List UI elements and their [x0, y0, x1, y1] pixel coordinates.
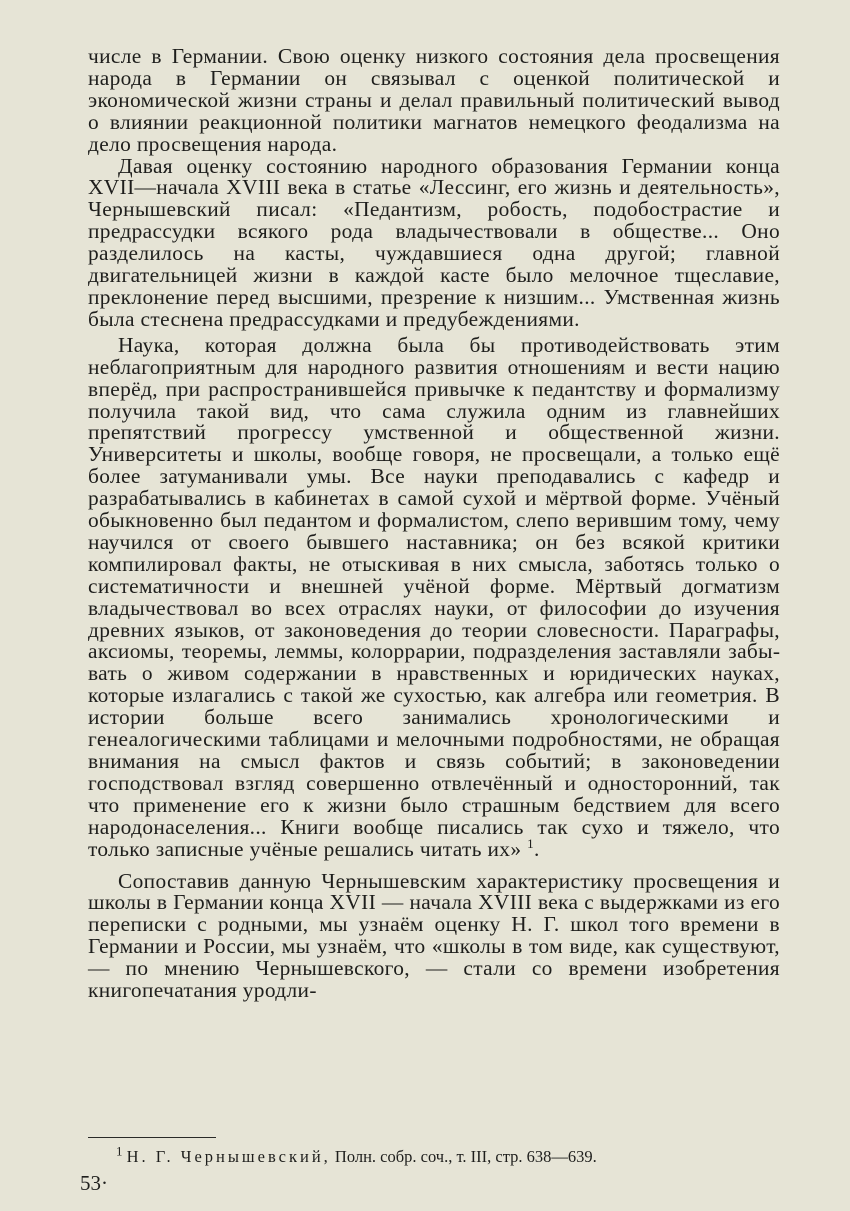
footnote-divider [88, 1137, 216, 1138]
paragraph-2: Давая оценку состоянию народного образования Германии конца XVII—начала XVIII века в статье «Лессинг, его жизнь и деятельность», Чернышевский писал: «Педантизм, робость, подобострастие и предрассудки всякого рода владычествовали в обществе... Оно разделилось на касты, чуждавшиеся одна другой; главной двигательницей жизни в каждой касте было мелочное тщеславие, преклонение перед высшими, презрение к низшим... Умственная жизнь была стеснена предрассудками и предубеждениями. [88, 153, 780, 331]
footnote [116, 1143, 776, 1167]
paragraph-4: Сопоставив данную Чернышевским характеристику просвещения и школы в Германии конца XVII — начала XVIII века с выдержками из его переписки с родными, мы узнаём оценку Н. Г. школ того времени в Германии и России, мы узнаём, что «школы в том виде, как существуют, — по мнению Чернышевского, — стали со времени изобретения книгопечатания уродли- [88, 868, 780, 1003]
footnote-source: Полн. собр. соч., т. III, стр. 638—639. [330, 1147, 597, 1166]
paragraph-3: Наука, которая должна была бы противодействовать этим неблагоприятным для народного развития отношениям и вести нацию вперёд, при распространившейся привычке к педантству и формализму получила такой вид, что сама служила одним из главнейших препятствий прогрессу умственной и общественной жизни. Университеты и школы, вообще говоря, не просвещали, а только ещё более затуманивали умы. Все науки преподавались с кафедр и разрабатывались в кабинетах в самой сухой и мёртвой форме. Учёный обыкновенно был педантом и формалистом, слепо верившим тому, чему научился от своего бывшего наставника; он без всякой критики компилировал факты, не отыскивая в них смысла, заботясь только о систематичности и внешней учёной форме. Мёртвый догматизм владычествовал во всех отраслях науки, от философии до изучения древних языков, от законоведения до теории словесности. Параграфы, аксиомы, теоремы, леммы, колоррарии, подразделения заставляли забывать о живом содержании в нравственных и юридических науках, которые излагались с такой же сухостью, как алгебра или геометрия. В истории больше всего занимались хронологическими и генеалогическими таблицами и мелочными подробностями, не обращая внимания на смысл фактов и связь событий; в законоведении господствовал взгляд совершенно отвлечённый и односторонний, так что применение его к жизни было страшным бедствием для всего народонаселения... Книги вообще писались так сухо и тяжело, что только записные учёные решались читать их» $^1$. [88, 332, 780, 861]
body-text [88, 46, 780, 1002]
footnote-marker: 1 [116, 1143, 123, 1159]
paragraph-1: числе в Германии. Свою оценку низкого состояния дела просвещения народа в Германии он связывал с оценкой политической и экономической жизни страны и делал правильный политический вывод о влиянии реакционной политики магнатов немецкого феодализма на дело просвещения народа. [88, 44, 780, 156]
page-number: 53· [80, 1171, 108, 1195]
footnote-author: Н. Г. Чернышевский, [126, 1147, 331, 1166]
footnote-reference[interactable]: 1 [527, 835, 534, 851]
paragraph-3-text: Наука, которая должна была бы противодействовать этим неблагоприятным для народного развития отношениям и вести нацию вперёд, при распространившейся привычке к педантству и формализму получила такой вид, что сама служила одним из главнейших препятствий прогрессу умственной и общественной жизни. Университеты и школы, вообще говоря, не просвещали, а только ещё более затуманивали умы. Все науки преподавались с кафедр и разрабатывались в кабинетах в самой сухой и мёртвой форме. Учёный обыкновенно был педантом и формалистом, слепо верившим тому, чему научился от своего бывшего наставника; он без всякой критики компилировал факты, не отыскивая в них смысла, заботясь только о систематичности и внешней учёной форме. Мёртвый догматизм владычествовал во всех отраслях науки, от философии до изучения древних языков, от законоведения до теории словесности. Параграфы, аксиомы, теоремы, леммы, колоррарии, подразделения заставляли забывать о живом содержании в нравственных и юридических науках, которые излагались с такой же сухостью, как алгебра или геометрия. В истории больше всего занимались хронологическими и генеалогическими таблицами и мелочными подробностями, не обращая внимания на смысл фактов и связь событий; в законоведении господствовал взгляд совершенно отвлечённый и односторонний, так что применение его к жизни было страшным бедствием для всего народонаселения... Книги вообще писались так сухо и тяжело, что только записные учёные решались читать их» [88, 332, 780, 861]
